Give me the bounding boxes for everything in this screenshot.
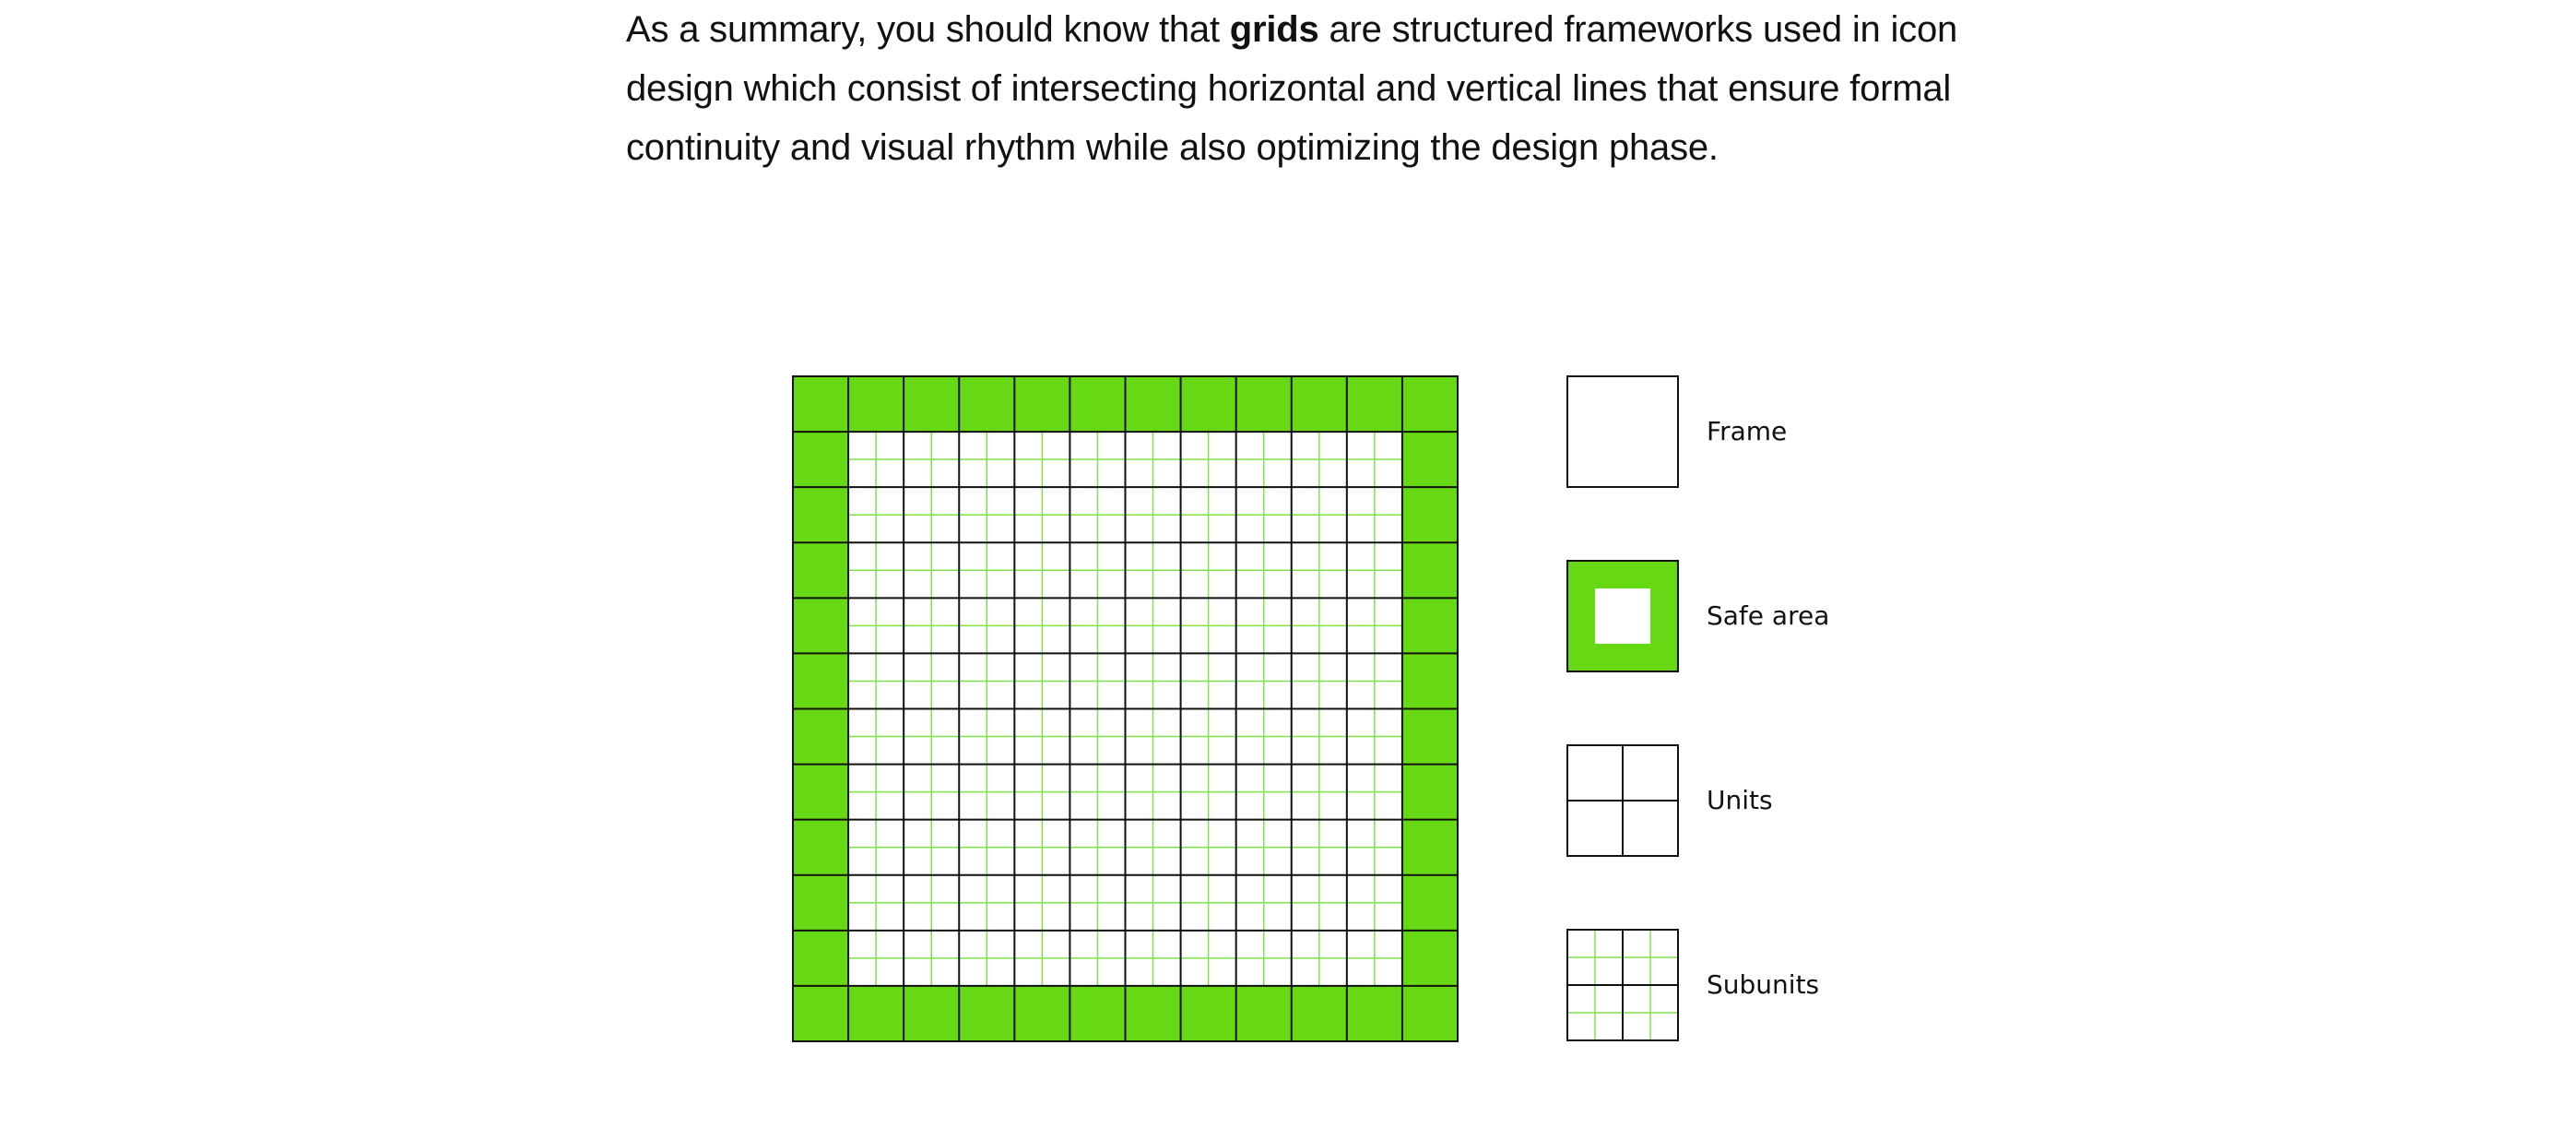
legend-swatch-frame bbox=[1567, 376, 1678, 487]
legend-label-safe-area: Safe area bbox=[1707, 600, 1830, 631]
legend-swatch-safe-area-inner bbox=[1595, 588, 1650, 644]
summary-prefix: As a summary, you should know that bbox=[626, 9, 1230, 50]
summary-keyword: grids bbox=[1229, 9, 1319, 50]
legend-swatches bbox=[1567, 376, 1678, 1040]
main-grid bbox=[793, 376, 1458, 1041]
legend-label-frame: Frame bbox=[1707, 416, 1788, 446]
legend-label-subunits: Subunits bbox=[1707, 969, 1820, 1000]
legend-label-units: Units bbox=[1707, 785, 1773, 815]
summary-suffix: are structured frameworks used in icon design which consist of intersecting horizontal and vertical lines that ensure formal continuity and visual rhythm while also optimizing the design phase. bbox=[626, 9, 1958, 168]
